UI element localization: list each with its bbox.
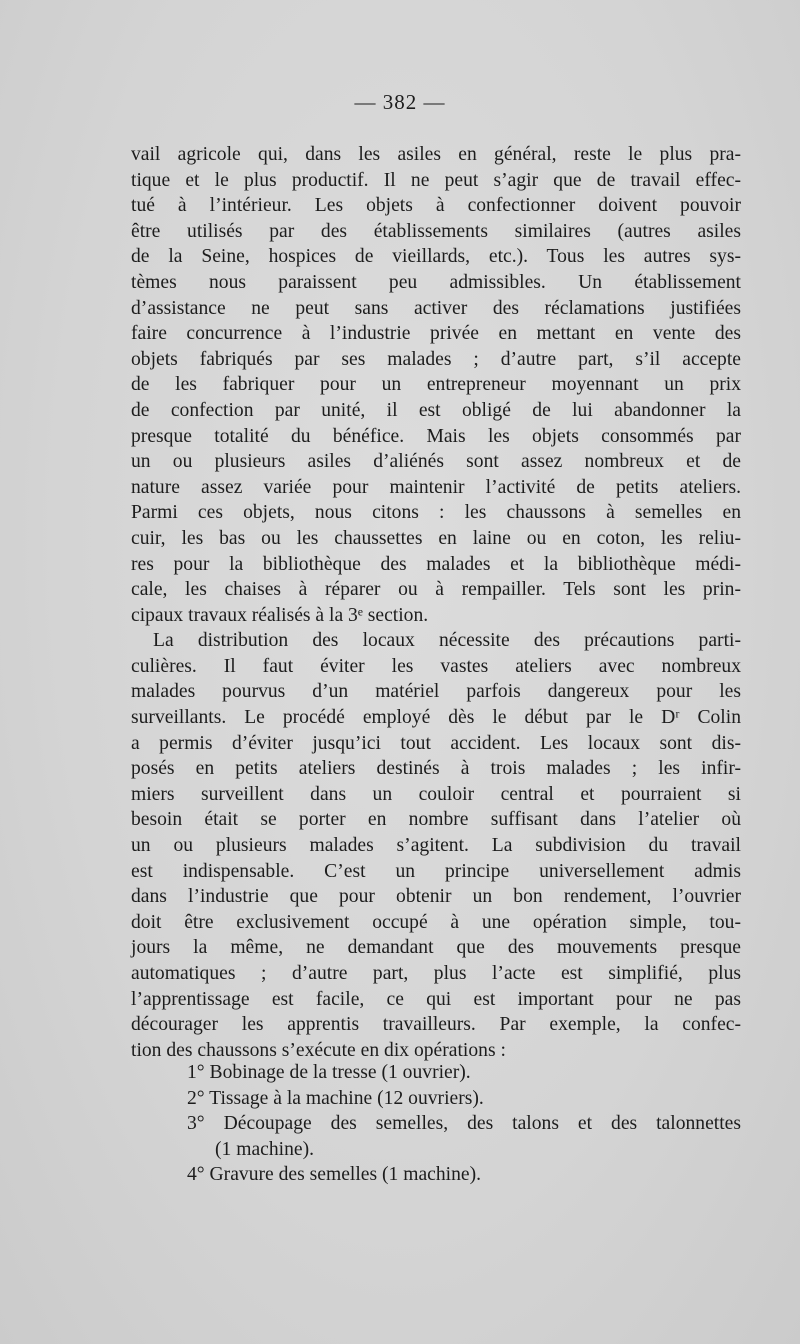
text-line: nature assez variée pour maintenir l’activité de petits ateliers. [131, 476, 741, 498]
text-line: l’apprentissage est facile, ce qui est important pour ne pas [131, 988, 741, 1010]
list-item-continuation: (1 machine). [215, 1138, 315, 1160]
text-line: besoin était se porter en nombre suffisant dans l’atelier où [131, 809, 741, 831]
text-line: de la Seine, hospices de vieillards, etc.). Tous les autres sys- [131, 246, 741, 268]
text-line: tèmes nous paraissent peu admissibles. Un établissement [131, 271, 741, 293]
text-line: décourager les apprentis travailleurs. Par exemple, la confec- [131, 1014, 741, 1036]
text-line: tique et le plus productif. Il ne peut s’agir que de travail effec- [131, 169, 741, 191]
text-line: de les fabriquer pour un entrepreneur moyennant un prix [131, 374, 741, 396]
text-line: La distribution des locaux nécessite des précautions parti- [153, 630, 741, 652]
text-line: posés en petits ateliers destinés à trois malades ; les infir- [131, 758, 741, 780]
text-line: objets fabriqués par ses malades ; d’autre part, s’il accepte [131, 348, 741, 370]
paragraph-2 [131, 628, 741, 1063]
text-line: cipaux travaux réalisés à la 3ᵉ section. [131, 604, 429, 626]
list-item: 3° Découpage des semelles, des talons et des talonnettes [187, 1113, 741, 1135]
page-number: — 382 — [354, 90, 446, 114]
text-line: tué à l’intérieur. Les objets à confectionner doivent pouvoir [131, 195, 741, 217]
list-item: 1° Bobinage de la tresse (1 ouvrier). [187, 1062, 471, 1083]
text-line: res pour la bibliothèque des malades et la bibliothèque médi- [131, 553, 741, 575]
text-line: doit être exclusivement occupé à une opération simple, tou- [131, 911, 741, 933]
text-line: presque totalité du bénéfice. Mais les objets consommés par [131, 425, 741, 447]
text-line: miers surveillent dans un couloir central et pourraient si [131, 783, 741, 805]
text-line: Parmi ces objets, nous citons : les chaussons à semelles en [131, 502, 741, 524]
text-line: un ou plusieurs asiles d’aliénés sont assez nombreux et de [131, 451, 741, 473]
text-line: faire concurrence à l’industrie privée en mettant en vente des [131, 323, 741, 345]
operations-list [131, 1060, 741, 1188]
text-line: d’assistance ne peut sans activer des réclamations justifiées [131, 297, 741, 319]
text-line: dans l’industrie que pour obtenir un bon rendement, l’ouvrier [131, 886, 741, 908]
text-line: vail agricole qui, dans les asiles en général, reste le plus pra- [131, 144, 741, 165]
text-line: jours la même, ne demandant que des mouvements presque [131, 937, 741, 959]
list-item: 2° Tissage à la machine (12 ouvriers). [187, 1087, 484, 1109]
paragraph-1 [131, 142, 741, 628]
text-line: culières. Il faut éviter les vastes ateliers avec nombreux [131, 655, 741, 677]
text-line: surveillants. Le procédé employé dès le début par le Dʳ Colin [131, 707, 741, 729]
text-line: un ou plusieurs malades s’agitent. La subdivision du travail [131, 835, 741, 857]
list-item: 4° Gravure des semelles (1 machine). [187, 1164, 482, 1186]
body-text [131, 142, 741, 1063]
text-line: a permis d’éviter jusqu’ici tout accident. Les locaux sont dis- [131, 732, 741, 754]
text-line: malades pourvus d’un matériel parfois dangereux pour les [131, 681, 741, 703]
text-line: est indispensable. C’est un principe universellement admis [131, 860, 741, 882]
text-line: être utilisés par des établissements similaires (autres asiles [131, 220, 741, 242]
text-line: cale, les chaises à réparer ou à rempailler. Tels sont les prin- [131, 579, 741, 601]
text-line: cuir, les bas ou les chaussettes en laine ou en coton, les reliu- [131, 527, 741, 549]
text-line: de confection par unité, il est obligé de lui abandonner la [131, 399, 741, 421]
text-line: automatiques ; d’autre part, plus l’acte est simplifié, plus [131, 963, 741, 984]
text-line: tion des chaussons s’exécute en dix opérations : [131, 1039, 506, 1061]
